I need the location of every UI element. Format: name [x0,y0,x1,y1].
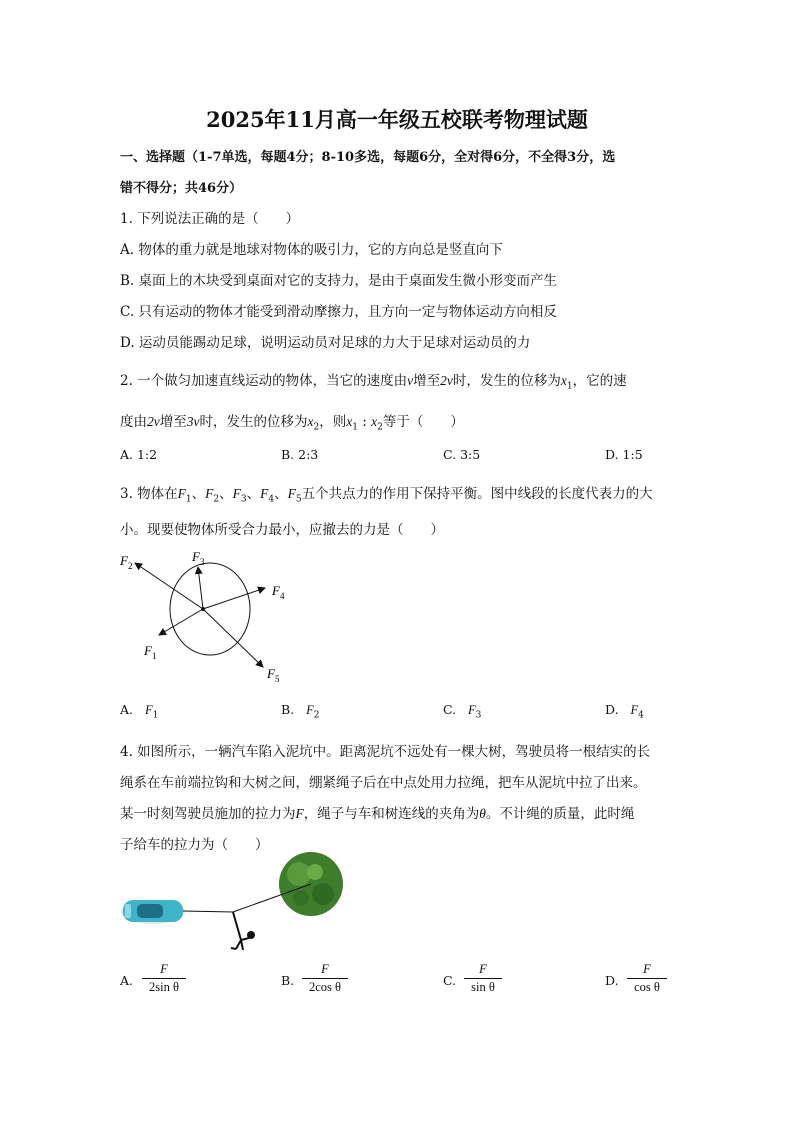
label-f2: $F_2$ [120,553,133,571]
q4-option-c-fraction: F sin θ [464,962,502,995]
q4-option-a-fraction: F 2sin θ [142,962,186,995]
driver-figure [231,912,254,950]
q3-option-c: C. $F_3$ [443,702,482,721]
q4-option-c-label: C. [443,973,457,988]
section-heading-line2: 错不得分；共46分） [120,181,243,196]
arrow-f4 [203,588,265,609]
q4-stem-line4: 子给车的拉力为（ ） [120,837,269,853]
arrow-f2 [135,563,203,609]
label-f5: $F_5$ [267,666,280,684]
car-tree-illustration [115,852,355,962]
q4-option-d-label: D. [605,973,619,988]
q4-option-b-fraction: F 2cos θ [302,962,348,995]
q1-stem: 1. 下列说法正确的是（ ） [120,211,300,227]
q2-stem-line2: 度由2v增至3v时，发生的位移为$x_2$，则$x_1$ : $x_2$等于（ ） [120,414,464,433]
q4-option-a-label: A. [120,973,134,988]
q1-option-d: D. 运动员能踢动足球，说明运动员对足球的力大于足球对运动员的力 [120,335,531,351]
q4-stem-line2: 绳系在车前端拉钩和大树之间，绷紧绳子后在中点处用力拉绳，把车从泥坑中拉了出来。 [120,775,647,791]
q1-option-b: B. 桌面上的木块受到桌面对它的支持力，是由于桌面发生微小形变而产生 [120,273,558,289]
q3-option-b: B. $F_2$ [281,702,320,721]
arrow-f1 [159,609,203,635]
q2-stem-line1: 2. 一个做匀加速直线运动的物体，当它的速度由v增至2v时，发生的位移为$x_1$，它的速 [120,373,627,392]
q1-option-c: C. 只有运动的物体才能受到滑动摩擦力，且方向一定与物体运动方向相反 [120,304,557,320]
q4-stem-line3: 某一时刻驾驶员施加的拉力为F，绳子与车和树连线的夹角为θ。不计绳的质量，此时绳 [120,806,635,822]
arrow-f5 [203,609,263,667]
car-icon [121,900,185,924]
force-diagram [110,545,310,685]
q3-stem-line2: 小。现要使物体所受合力最小，应撤去的力是（ ） [120,522,444,538]
q3-stem-line1: 3. 物体在$F_1$、$F_2$、$F_3$、$F_4$、$F_5$五个共点力的作用下保持平衡。图中线段的长度代表力的大 [120,486,653,505]
q1-option-a: A. 物体的重力就是地球对物体的吸引力，它的方向总是竖直向下 [120,242,503,258]
label-f3: $F_3$ [192,549,205,567]
label-f1: $F_1$ [144,643,157,661]
section-heading-line1: 一、选择题（1-7单选，每题4分；8-10多选，每题6分，全对得6分，不全得3分，选 [120,150,616,165]
page-title: 2025年11月高一年级五校联考物理试题 [206,107,588,132]
object-circle [170,563,250,655]
q2-option-c: C. 3:5 [443,447,481,462]
label-f4: $F_4$ [272,583,285,601]
q2-option-a: A. 1:2 [120,447,158,462]
q4-stem-line1: 4. 如图所示，一辆汽车陷入泥坑中。距离泥坑不远处有一棵大树，驾驶员将一根结实的长 [120,744,651,760]
q4-option-d-fraction: F cos θ [627,962,667,995]
q2-option-d: D. 1:5 [605,447,643,462]
arrow-f3 [198,567,203,609]
q2-option-b: B. 2:3 [281,447,319,462]
q3-option-a: A. $F_1$ [120,702,159,721]
q3-option-d: D. $F_4$ [605,702,644,721]
q4-option-b-label: B. [281,973,295,988]
